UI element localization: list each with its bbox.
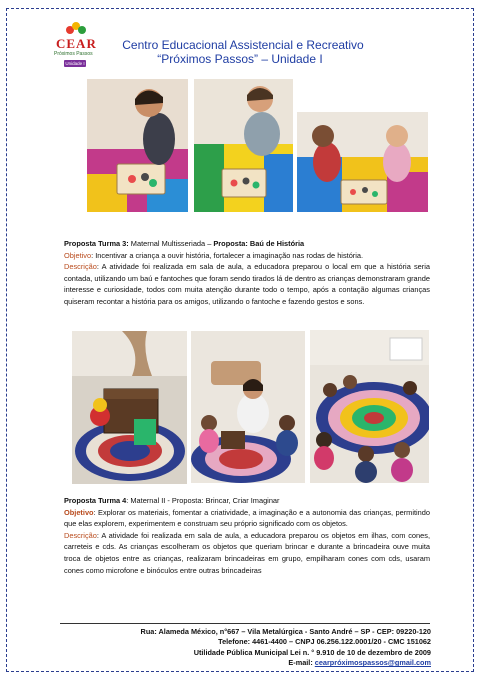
heading-label: Proposta Turma 3: — [64, 239, 129, 248]
heading-proposal: Baú de História — [247, 239, 305, 248]
logo-name: CEAR — [56, 36, 97, 51]
footer-email-link[interactable]: cearpróximospassos@gmail.com — [314, 658, 431, 668]
section-heading — [64, 238, 430, 250]
objective-label: Objetivo — [64, 250, 92, 260]
section-turma-3 — [64, 238, 430, 308]
objective-paragraph — [64, 507, 430, 530]
objective-paragraph — [64, 250, 430, 262]
footer-divider — [60, 623, 430, 624]
photo-middle-3 — [310, 330, 429, 483]
objective-text: : Explorar os materiais, fomentar a criatividade, a imaginação e a autonomia das crianças, permitindo que elas explorem, experimentem e construam seu próprio significado com os objetos. — [64, 507, 430, 529]
page-title — [0, 38, 480, 66]
footer-phone: Telefone: 4461-4400 – CNPJ 06.256.122.0001/20 - CMC 151062 — [218, 637, 431, 647]
footer-address: Rua: Alameda México, n°667 – Vila Metalúrgica - Santo André – SP - CEP: 09220-120 — [140, 627, 431, 636]
title-line-2: “Próximos Passos” – Unidade I — [157, 52, 323, 66]
description-paragraph — [64, 261, 430, 307]
photo-top-3 — [297, 112, 428, 212]
photo-top-1 — [87, 79, 188, 212]
logo-subtitle: Próximos Passos — [54, 51, 93, 57]
description-paragraph — [64, 530, 430, 576]
photo-top-2 — [194, 79, 293, 212]
section-turma-4 — [64, 495, 430, 576]
description-text: : A atividade foi realizada em sala de aula, a educadora preparou os objetos em ilhas, com cones, carreteis e cds. As crianças escolheram os objetos que queriam brincar e durante a brincadeira ouve muita troca de objetos entre as crianças, realizaram brincadeiras em grupo, empilharam cones com cds, usaram cones como microfone e binóculos entre outras brincadeiras — [64, 530, 430, 575]
objective-text: : Incentivar a criança a ouvir história, fortalecer a imaginação nas rodas de história. — [91, 250, 364, 260]
section-heading — [64, 495, 430, 507]
logo-tag: Unidade I — [65, 61, 85, 66]
objective-label: Objetivo — [64, 507, 94, 517]
footer-email-line — [60, 658, 431, 668]
heading-proposal-label: Proposta: — [213, 239, 248, 248]
footer-utility: Utilidade Pública Municipal Lei n. ° 9.910 de 10 de dezembro de 2009 — [193, 647, 431, 657]
heading-text: : Maternal II - Proposta: Brincar, Criar Imaginar — [126, 496, 280, 505]
photo-middle-2 — [191, 331, 305, 483]
description-text: : A atividade foi realizada em sala de aula, a educadora preparou o local em que a história seria contada, utilizando um baú e fantoches que foram sendo tirados lá de dentro as crianças demonstraram grande interesse e curiosidade, todos com muita atenção durante todo o tempo, após a contação algumas crianças quiseram recontar a história para os amigos, utilizando o fantoche e fazendo gestos e sons. — [64, 262, 430, 306]
title-line-1: Centro Educacional Assistencial e Recreativo — [122, 38, 364, 52]
heading-text: Maternal Multisseriada – — [128, 239, 214, 248]
heading-label: Proposta Turma 4 — [64, 496, 127, 505]
footer — [60, 627, 431, 669]
footer-email-label: E-mail: — [288, 658, 315, 668]
photo-middle-1 — [72, 331, 187, 484]
description-label: Descrição — [64, 530, 97, 540]
description-label: Descrição — [64, 262, 97, 272]
